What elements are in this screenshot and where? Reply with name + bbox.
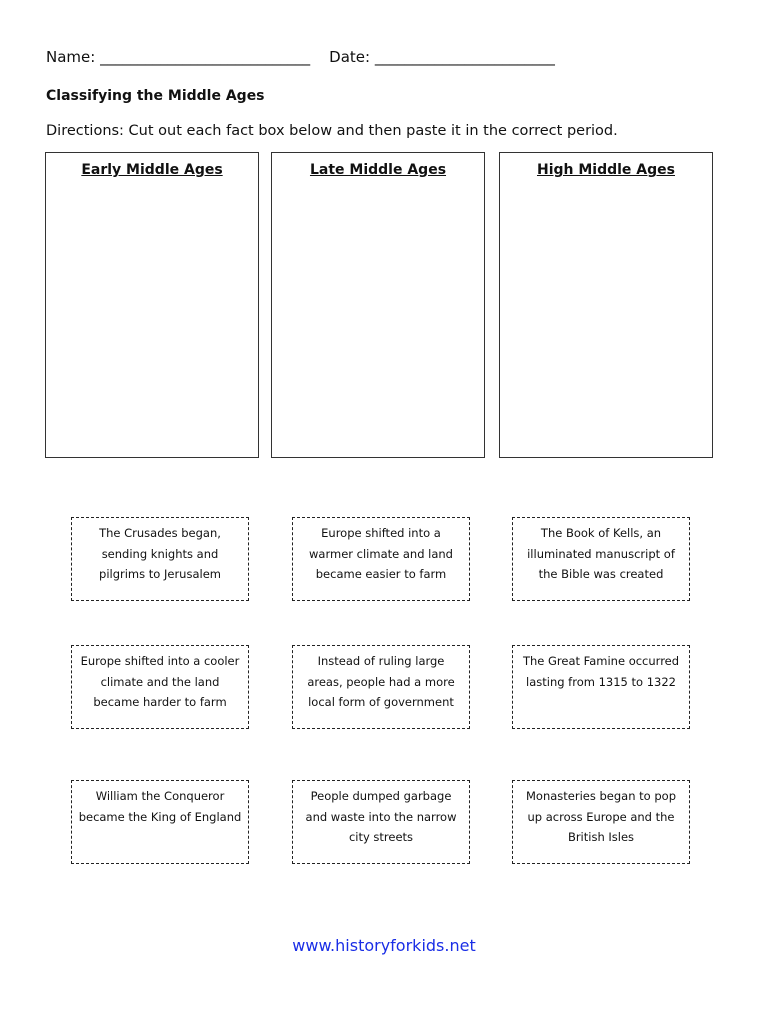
fact-card: [512, 517, 690, 601]
fact-text: Instead of ruling large areas, people had a more local form of government: [307, 654, 455, 709]
fact-text: The Great Famine occurred lasting from 1315 to 1322: [522, 654, 680, 689]
fact-card: [292, 645, 470, 729]
fact-text: The Book of Kells, an illuminated manuscript of the Bible was created: [527, 526, 675, 581]
website-link[interactable]: www.historyforkids.net: [292, 936, 476, 955]
fact-card: [71, 645, 249, 729]
fact-card: [71, 517, 249, 601]
directions-text: Directions: Cut out each fact box below and then paste it in the correct period.: [46, 123, 618, 139]
column-heading: Late Middle Ages: [309, 162, 447, 178]
column-heading: High Middle Ages: [536, 162, 675, 178]
column-heading: Early Middle Ages: [81, 162, 223, 178]
fact-text: Europe shifted into a warmer climate and land became easier to farm: [309, 526, 453, 581]
name-date-line: [46, 48, 555, 66]
date-field-label: Date: ________________________: [329, 48, 555, 66]
name-field-label: Name: ____________________________: [46, 48, 311, 66]
fact-text: People dumped garbage and waste into the narrow city streets: [305, 789, 457, 844]
fact-card: [512, 780, 690, 864]
worksheet-title: Classifying the Middle Ages: [46, 88, 265, 104]
fact-text: The Crusades began, sending knights and pilgrims to Jerusalem: [99, 526, 221, 581]
fact-card: [512, 645, 690, 729]
fact-text: Monasteries began to pop up across Europe and the British Isles: [525, 789, 677, 844]
column-early-middle-ages: [45, 152, 259, 458]
fact-card: [292, 517, 470, 601]
column-high-middle-ages: [499, 152, 713, 458]
fact-card: [292, 780, 470, 864]
fact-card: [71, 780, 249, 864]
column-late-middle-ages: [271, 152, 485, 458]
fact-text: William the Conqueror became the King of England: [78, 789, 242, 824]
fact-text: Europe shifted into a cooler climate and the land became harder to farm: [80, 654, 240, 709]
